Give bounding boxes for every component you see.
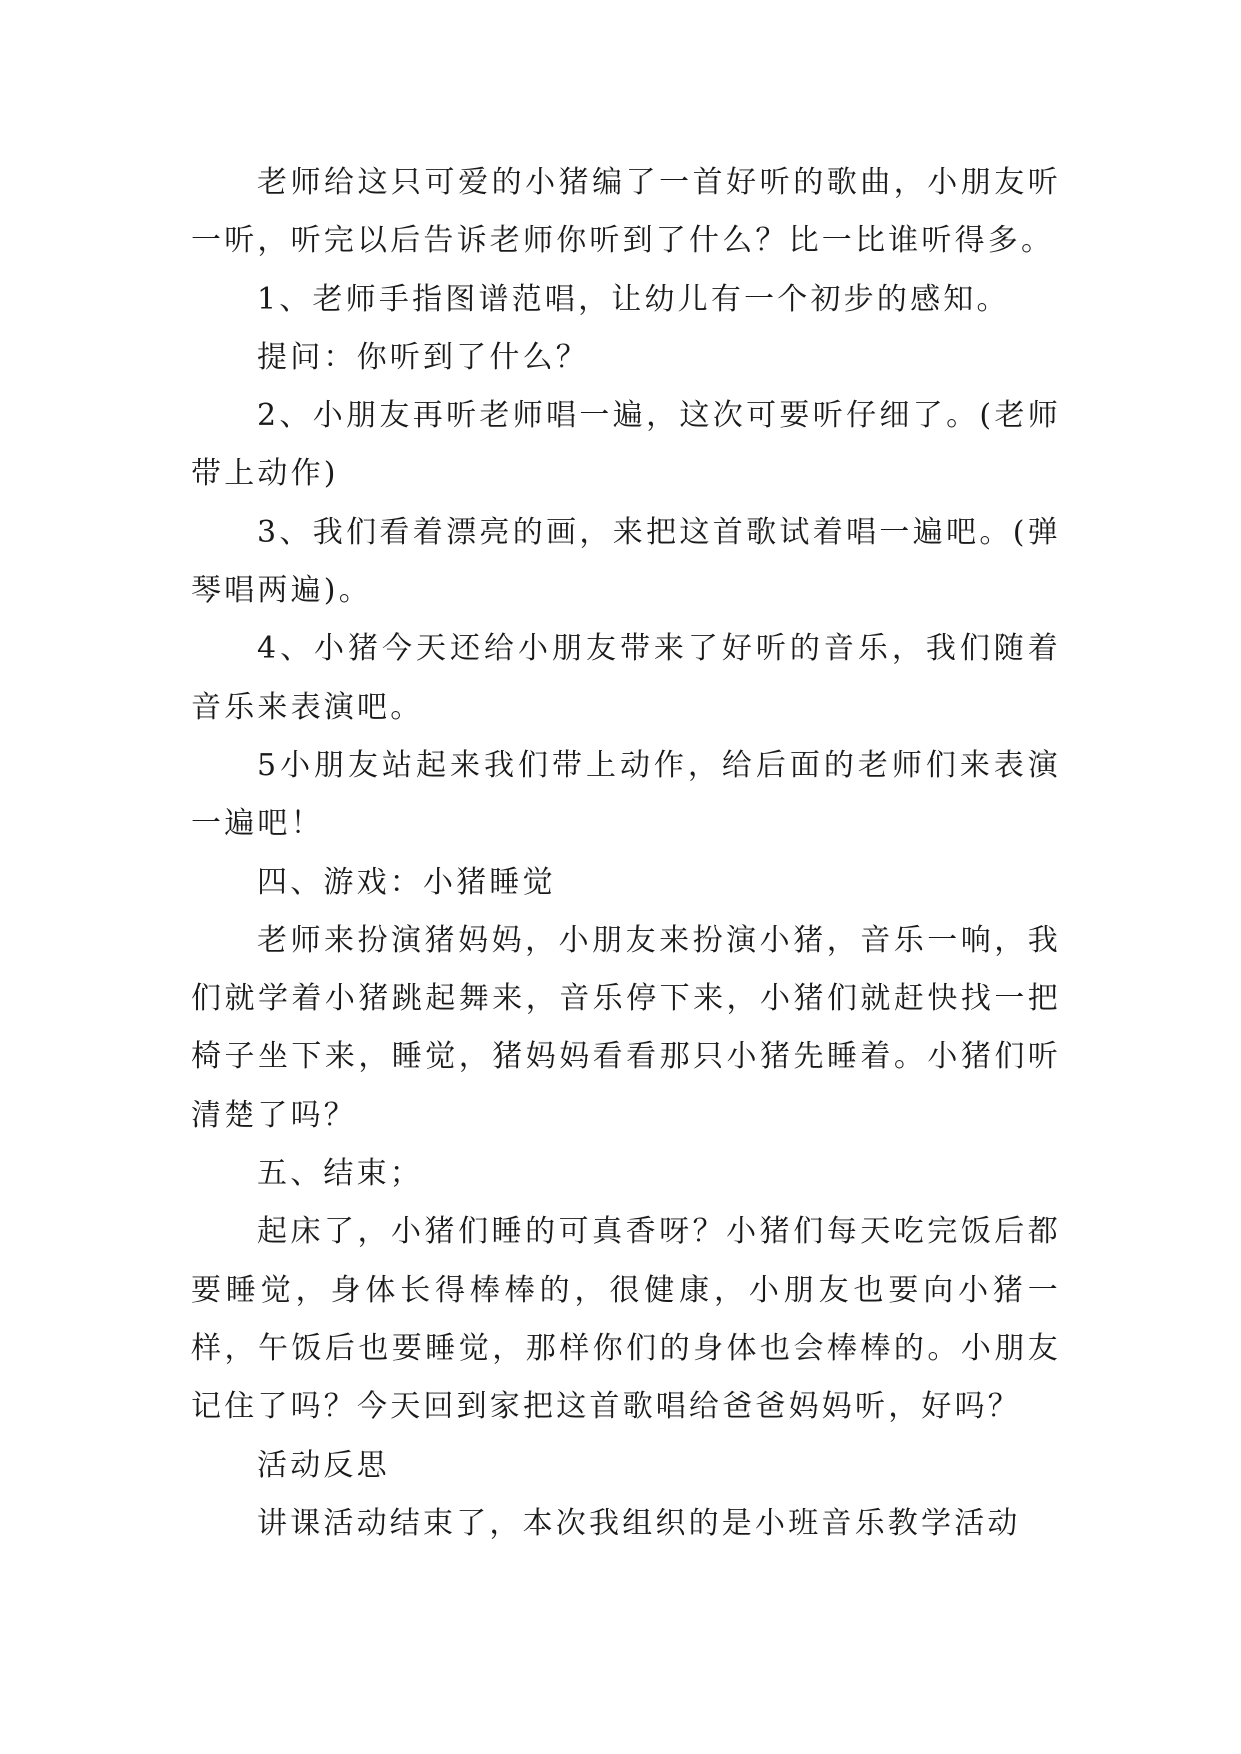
section-heading-game: 四、游戏：小猪睡觉: [257, 864, 556, 900]
document-body: [191, 154, 1061, 1553]
paragraph-step-2: 2、小朋友再听老师唱一遍，这次可要听仔细了。(老师带上动作): [191, 398, 1061, 492]
paragraph-game-rules: 老师来扮演猪妈妈，小朋友来扮演小猪，音乐一响，我们就学着小猪跳起舞来，音乐停下来，小猪们就赶快找一把椅子坐下来，睡觉，猪妈妈看看那只小猪先睡着。小猪们听清楚了吗？: [191, 922, 1061, 1133]
paragraph-reflection: 讲课活动结束了，本次我组织的是小班音乐教学活动: [257, 1505, 1021, 1541]
paragraph-step-1: 1、老师手指图谱范唱，让幼儿有一个初步的感知。: [257, 281, 1010, 317]
section-heading-ending: 五、结束；: [257, 1156, 423, 1192]
section-heading-reflection: 活动反思: [257, 1447, 390, 1483]
paragraph-step-3: 3、我们看着漂亮的画，来把这首歌试着唱一遍吧。(弹琴唱两遍)。: [191, 514, 1061, 609]
paragraph-step-5: 5小朋友站起来我们带上动作，给后面的老师们来表演一遍吧！: [191, 747, 1061, 842]
paragraph-intro: 老师给这只可爱的小猪编了一首好听的歌曲，小朋友听一听，听完以后告诉老师你听到了什么？比一比谁听得多。: [191, 165, 1061, 259]
paragraph-step-4: 4、小猪今天还给小朋友带来了好听的音乐，我们随着音乐来表演吧。: [191, 631, 1061, 725]
paragraph-ending: 起床了，小猪们睡的可真香呀？小猪们每天吃完饭后都要睡觉，身体长得棒棒的，很健康，小朋友也要向小猪一样，午饭后也要睡觉，那样你们的身体也会棒棒的。小朋友记住了吗？今天回到家把这首歌唱给爸爸妈妈听，好吗？: [191, 1214, 1061, 1425]
paragraph-question: 提问：你听到了什么？: [257, 339, 589, 375]
